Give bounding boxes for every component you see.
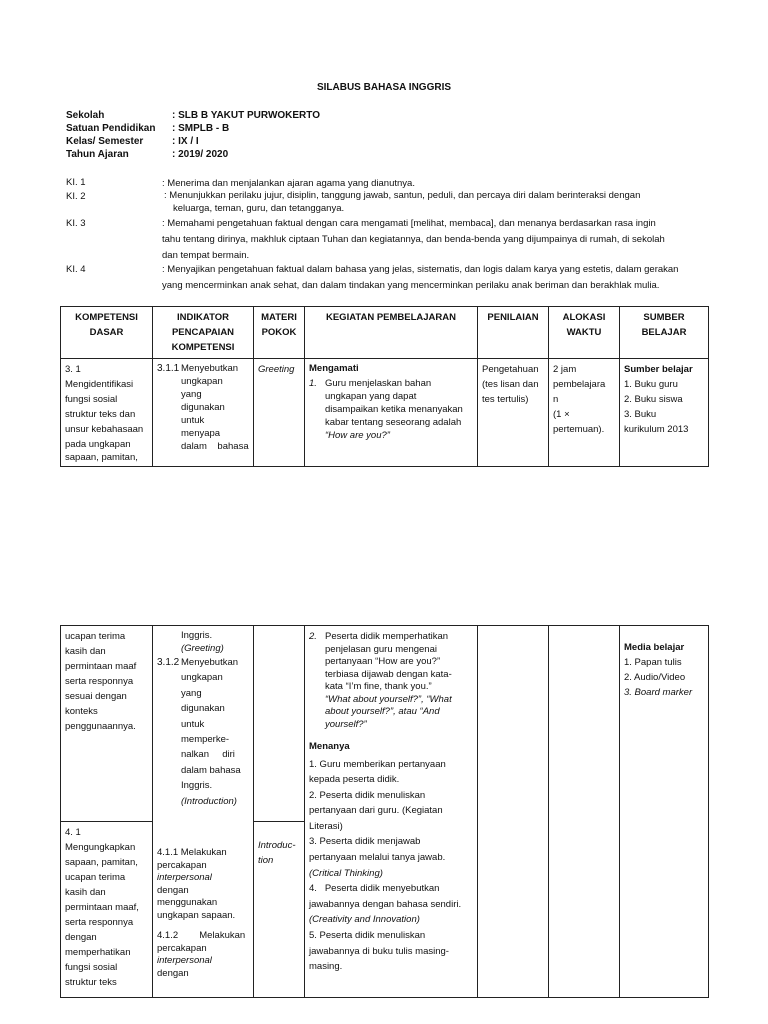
media-heading: Media belajar <box>624 642 685 653</box>
item-body <box>323 377 463 442</box>
text-line: dalam bahasa <box>181 764 241 776</box>
text-line: Peserta didik memperhatikan <box>325 631 449 642</box>
cell-kd <box>61 822 153 998</box>
header-line: DASAR <box>89 327 124 338</box>
ipk-number: 3.1.2 <box>157 657 180 668</box>
text-line: tes tertulis) <box>482 394 529 405</box>
ki-line: : Menerima dan menjalankan ajaran agama yang dianutnya. <box>162 178 415 189</box>
ipk-continuation <box>157 629 249 655</box>
text-line: yourself?” <box>325 718 367 730</box>
text-line: Guru menjelaskan bahan <box>325 378 432 389</box>
kegiatan-heading: Mengamati <box>309 363 359 374</box>
meta-value-kelas: : IX / I <box>172 136 199 147</box>
text-line: serta responnya <box>65 917 134 928</box>
text-line: Inggris. <box>181 630 213 641</box>
text-line: digunakan <box>181 703 225 715</box>
header-line: BELAJAR <box>641 327 687 338</box>
cell-ipk <box>153 359 254 467</box>
ki-label-3: KI. 3 <box>66 218 86 229</box>
text-line: interpersonal <box>157 872 212 884</box>
text-line: (Creativity and Innovation) <box>309 914 420 926</box>
text-line: n <box>553 394 559 405</box>
text-line: permintaan maaf <box>65 661 137 672</box>
text-line: 1. Guru memberikan pertanyaan <box>309 758 446 770</box>
text-line: ungkapan yang dapat <box>325 391 417 402</box>
meta-value-satuan: : SMPLB - B <box>172 123 230 134</box>
text-line: interpersonal <box>157 955 212 967</box>
text-line: 5. Peserta didik menuliskan <box>309 930 426 942</box>
text-line: yang <box>181 687 202 699</box>
ki-label-1: KI. 1 <box>66 177 86 188</box>
ki-line: keluarga, teman, guru, dan tetangganya. <box>173 203 345 214</box>
header-line: ALOKASI <box>562 312 606 323</box>
text-line: Mengidentifikasi <box>65 379 134 390</box>
text-line: 3. Buku <box>624 409 657 420</box>
text-line: Inggris. <box>181 780 213 792</box>
text-line: Menyebutkan <box>181 657 239 668</box>
text-line: 2. Buku siswa <box>624 394 683 405</box>
text-line: unsur kebahasaan <box>65 424 144 435</box>
text-line: ucapan terima <box>65 631 126 642</box>
text-line: digunakan <box>181 402 225 413</box>
meta-label-satuan: Satuan Pendidikan <box>66 123 156 134</box>
header-kd <box>61 307 153 359</box>
text-line: struktur teks dan <box>65 409 136 420</box>
text-line: nalkan diri <box>181 749 235 761</box>
text-line: fungsi sosial <box>65 394 118 405</box>
text-line: dengan <box>157 967 189 979</box>
text-line: about yourself?”, atau “And <box>325 706 440 717</box>
cell-materi <box>254 626 305 822</box>
text-line: menggunakan <box>157 897 218 909</box>
text-line: 3. Peserta didik menjawab <box>309 836 421 848</box>
text-line: 4.1.1 Melakukan <box>157 847 227 859</box>
kegiatan-item <box>309 377 473 442</box>
text-line: (tes lisan dan <box>482 379 539 390</box>
text-line: ungkapan <box>181 376 223 387</box>
ki-line: yang mencerminkan anak sehat, dan dalam tindakan yang mencerminkan perilaku anak beriman dan berakhlak mulia. <box>162 280 660 291</box>
ki-line: : Menyajikan pengetahuan faktual dalam bahasa yang jelas, sistematis, dan logis dalam karya yang estetis, dalam gerakan <box>162 264 679 275</box>
item-number: 1. <box>309 378 317 389</box>
text-line: terbiasa dijawab dengan kata- <box>325 668 452 680</box>
ipk-body <box>181 655 241 809</box>
text-line: untuk <box>181 718 205 730</box>
cell-penilaian <box>478 626 549 998</box>
item-body <box>323 631 452 731</box>
text-line: penggunaannya. <box>65 721 136 732</box>
text-line: Mengungkapkan <box>65 842 136 853</box>
cell-kd <box>61 626 153 822</box>
text-line: 3. 1 <box>65 364 81 375</box>
text-line: 2. Peserta didik menuliskan <box>309 789 426 801</box>
text-line: 3. Board marker <box>624 687 693 698</box>
kegiatan-item <box>309 631 473 731</box>
header-line: KOMPETENSI <box>171 342 235 353</box>
text-line: yang <box>181 389 202 400</box>
syllabus-table-page1 <box>60 306 709 467</box>
text-line: pertanyaan melalui tanya jawab. <box>309 852 446 864</box>
text-line: sapaan, pamitan, <box>65 452 138 463</box>
text-line: percakapan <box>157 859 207 871</box>
text-line: tion <box>258 855 274 866</box>
text-line: 2 jam <box>553 364 577 375</box>
cell-kegiatan <box>305 359 478 467</box>
text-line: pertanyaan “How are you?” <box>325 656 441 667</box>
text-line: pertemuan). <box>553 424 605 435</box>
text-line: memperke- <box>181 734 230 746</box>
header-line: WAKTU <box>566 327 602 338</box>
ki-text-2 <box>162 189 704 215</box>
text-line: 1. Papan tulis <box>624 657 682 668</box>
text-line: disampaikan ketika menanyakan <box>325 404 463 415</box>
ipk-item <box>157 655 249 809</box>
text-line: ungkapan <box>181 672 223 684</box>
cell-ipk <box>153 626 254 998</box>
header-line: MATERI <box>261 312 297 323</box>
text-line: (Greeting) <box>181 643 224 654</box>
header-kegiatan: KEGIATAN PEMBELAJARAN <box>305 307 478 359</box>
header-line: POKOK <box>261 327 297 338</box>
text-line: Pengetahuan <box>482 364 539 375</box>
header-ipk <box>153 307 254 359</box>
cell-materi <box>254 822 305 998</box>
text-line: pada ungkapan <box>65 439 131 450</box>
syllabus-table-page2 <box>60 625 709 998</box>
text-line: fungsi sosial <box>65 962 118 973</box>
header-sumber <box>620 307 709 359</box>
meta-value-sekolah: : SLB B YAKUT PURWOKERTO <box>172 110 320 121</box>
header-penilaian: PENILAIAN <box>478 307 549 359</box>
text-line: (Introduction) <box>181 795 237 807</box>
cell-alokasi <box>549 626 620 998</box>
text-line: penjelasan guru mengenai <box>325 643 437 655</box>
menanya-heading: Menanya <box>309 741 350 752</box>
ipk-item-4-1 <box>157 847 249 980</box>
text-line: jawabannya dengan bahasa sendiri. <box>309 898 462 910</box>
ipk-item <box>157 362 249 453</box>
text-line: 1. Buku guru <box>624 379 678 390</box>
ipk-number: 3.1.1 <box>157 363 180 374</box>
meta-label-sekolah: Sekolah <box>66 110 105 121</box>
text-line: ucapan terima <box>65 872 126 883</box>
header-alokasi <box>549 307 620 359</box>
text-line: sesuai dengan <box>65 691 127 702</box>
text-line: memperhatikan <box>65 947 131 958</box>
text-line: Introduc- <box>258 840 296 851</box>
text-line: struktur teks <box>65 977 117 988</box>
ki-text-4 <box>162 262 704 294</box>
text-line: 4. 1 <box>65 827 81 838</box>
text-line: permintaan maaf, <box>65 902 139 913</box>
ki-label-2: KI. 2 <box>66 191 86 202</box>
text-line: kurikulum 2013 <box>624 424 689 435</box>
table-row <box>61 359 709 467</box>
text-line: kasih dan <box>65 887 106 898</box>
text-line: “How are you?” <box>325 430 390 441</box>
text-line: “What about yourself?”, “What <box>325 693 452 705</box>
text-line: pembelajara <box>553 379 606 390</box>
cell-kd <box>61 359 153 467</box>
text-line: ungkapan sapaan. <box>157 909 236 921</box>
header-line: INDIKATOR <box>177 312 229 323</box>
ki-line: tahu tentang dirinya, makhluk ciptaan Tuhan dan kegiatannya, dan benda-benda yang dijumpainya di rumah, di sekolah <box>162 234 665 245</box>
meta-label-kelas: Kelas/ Semester <box>66 136 144 147</box>
text-line: dengan <box>65 932 97 943</box>
text-line: pertanyaan dari guru. (Kegiatan <box>309 805 443 817</box>
item-number: 2. <box>309 631 317 642</box>
text-line: Menyebutkan <box>181 363 239 374</box>
cell-kegiatan <box>305 626 478 998</box>
header-line: SUMBER <box>643 312 685 323</box>
ki-label-4: KI. 4 <box>66 264 86 275</box>
header-materi <box>254 307 305 359</box>
text-line: serta responnya <box>65 676 134 687</box>
text-line: kepada peserta didik. <box>309 774 400 786</box>
text-line: (1 × <box>553 409 570 420</box>
sumber-heading: Sumber belajar <box>624 364 693 375</box>
ipk-body <box>181 362 249 453</box>
ki-text-3 <box>162 216 704 264</box>
text-line: menyapa <box>181 428 221 439</box>
meta-value-tahun: : 2019/ 2020 <box>172 149 229 160</box>
header-line: PENCAPAIAN <box>171 327 235 338</box>
text-line: dengan <box>157 884 189 896</box>
ki-line: dan tempat bermain. <box>162 250 250 261</box>
text-line: percakapan <box>157 942 207 954</box>
menanya-list <box>309 757 473 975</box>
table-header-row <box>61 307 709 359</box>
text-line: 4.1.2 Melakukan <box>157 930 246 942</box>
text-line: kata “I’m fine, thank you.” <box>325 681 432 692</box>
meta-label-tahun: Tahun Ajaran <box>66 149 129 160</box>
text-line: masing. <box>309 961 343 973</box>
header-line: KOMPETENSI <box>75 312 138 323</box>
cell-materi: Greeting <box>254 359 305 467</box>
cell-sumber <box>620 359 709 467</box>
table-row <box>61 626 709 822</box>
document-title: SILABUS BAHASA INGGRIS <box>316 82 452 93</box>
text-line: konteks <box>65 706 98 717</box>
text-line: kabar tentang seseorang adalah <box>325 417 462 428</box>
text-line: sapaan, pamitan, <box>65 857 138 868</box>
cell-penilaian <box>478 359 549 467</box>
text-line: 4. Peserta didik menyebutkan <box>309 883 440 895</box>
ki-line: : Memahami pengetahuan faktual dengan cara mengamati [melihat, membaca], dan menanya berdasarkan rasa ingin <box>162 218 656 229</box>
text-line: dalam bahasa <box>181 441 249 452</box>
cell-alokasi <box>549 359 620 467</box>
text-line: untuk <box>181 415 205 426</box>
text-line: jawabannya di buku tulis masing- <box>309 945 449 957</box>
cell-sumber <box>620 626 709 998</box>
text-line: (Critical Thinking) <box>309 867 383 879</box>
text-line: Literasi) <box>309 820 343 832</box>
text-line: 2. Audio/Video <box>624 672 686 683</box>
text-line: kasih dan <box>65 646 106 657</box>
ki-line: : Menunjukkan perilaku jujur, disiplin, tanggung jawab, santun, peduli, dan percaya diri dalam berinteraksi dengan <box>164 190 641 201</box>
